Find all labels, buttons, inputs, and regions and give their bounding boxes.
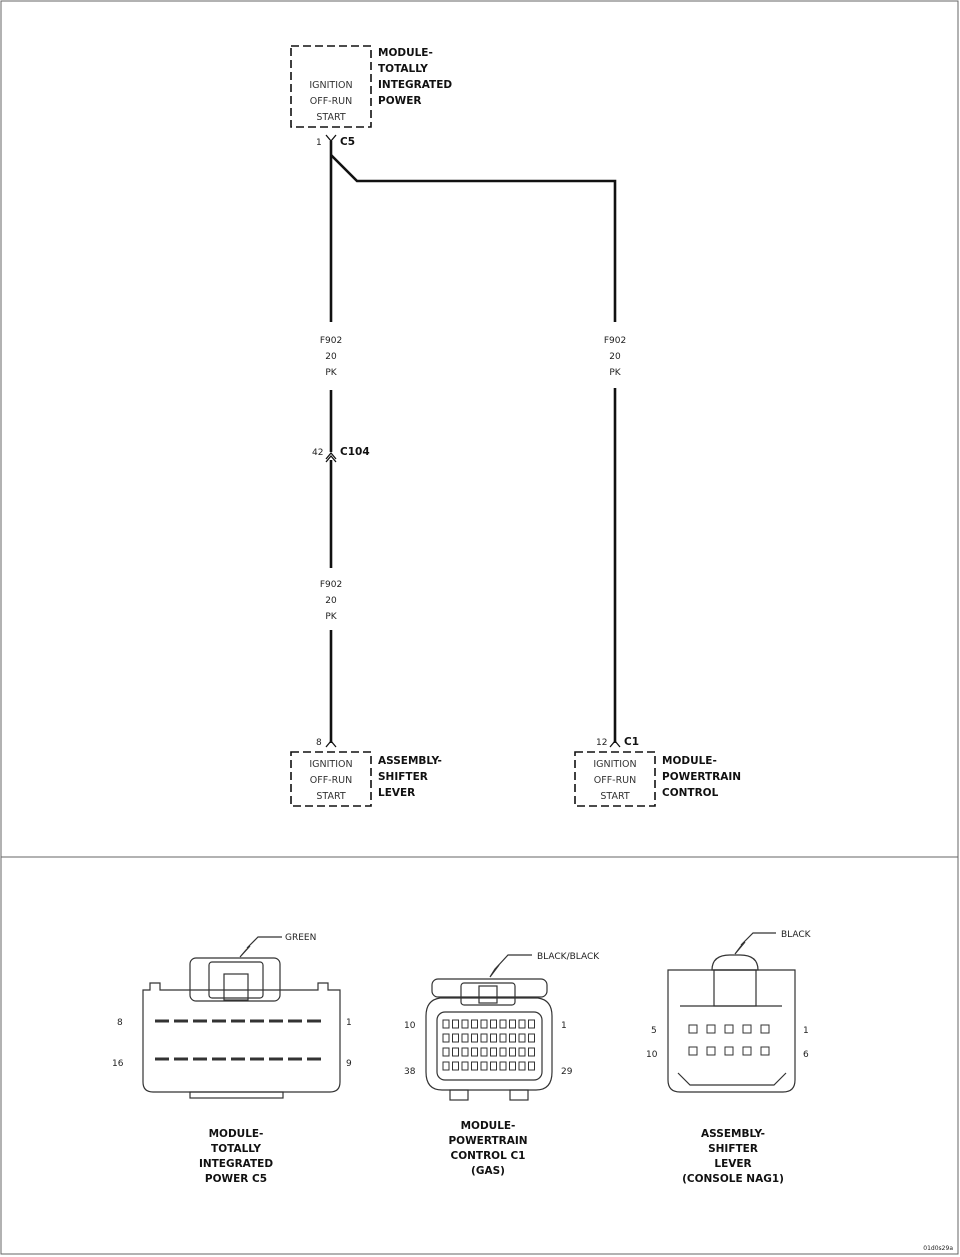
- shifter-cavity: [725, 1025, 733, 1033]
- pcm-c1-caption-3: CONTROL C1: [450, 1150, 526, 1162]
- pcm-c1-cavity: [472, 1062, 478, 1070]
- tip-c5-pin-bottom-right: 9: [346, 1059, 352, 1069]
- shifter-connector-latch: [712, 955, 758, 970]
- pcm-c1-caption-1: MODULE-: [460, 1120, 516, 1132]
- wire-right-branch: [331, 155, 615, 322]
- shifter-connector-bottom-frame: [678, 1073, 786, 1085]
- figure-id: 01d0s29a: [923, 1245, 953, 1252]
- pcm-c1-cavity: [529, 1020, 535, 1028]
- tip-title-line-4: POWER: [378, 95, 422, 107]
- pcm-c1-cavity: [529, 1062, 535, 1070]
- shifter-cavities: [689, 1025, 769, 1055]
- shifter-connector-body: [668, 970, 795, 1092]
- pcm-c1-cavity: [510, 1020, 516, 1028]
- pcm-c1-cavity: [443, 1062, 449, 1070]
- pcm-c1-cavity: [491, 1034, 497, 1042]
- pcm-pin-chevron: [610, 741, 620, 747]
- pcm-c1-cavity: [519, 1062, 525, 1070]
- tip-c5-latch-inner: [209, 962, 263, 998]
- shifter-pin-bottom-right: 6: [803, 1050, 809, 1060]
- shifter-connector-lock: [714, 970, 756, 1006]
- pcm-c1-cavity: [453, 1020, 459, 1028]
- tip-box-line-2: OFF-RUN: [309, 96, 353, 107]
- wire-right-color: PK: [609, 368, 621, 378]
- shifter-connector-color: BLACK: [781, 930, 811, 940]
- pcm-title-line-2: POWERTRAIN: [662, 771, 742, 783]
- tip-pin-number: 1: [316, 138, 322, 148]
- wire-left-lower-gauge: 20: [325, 596, 337, 606]
- pcm-c1-caption-4: (GAS): [471, 1165, 505, 1177]
- pcm-c1-cavity: [500, 1048, 506, 1056]
- shifter-box-line-2: OFF-RUN: [309, 775, 353, 786]
- tip-connector-name: C5: [340, 136, 356, 148]
- pcm-c1-cavity: [491, 1062, 497, 1070]
- pcm-c1-cavity: [481, 1020, 487, 1028]
- pcm-c1-arrow: [490, 965, 499, 977]
- tip-c5-pin-top-right: 1: [346, 1018, 352, 1028]
- pcm-c1-cavity: [443, 1020, 449, 1028]
- shifter-caption-1: ASSEMBLY-: [701, 1128, 765, 1140]
- tip-c5-pin-top-left: 8: [117, 1018, 123, 1028]
- shifter-cavity: [689, 1047, 697, 1055]
- shifter-box-line-1: IGNITION: [309, 759, 353, 770]
- shifter-box-line-3: START: [316, 791, 346, 802]
- pcm-c1-leader: [496, 955, 532, 968]
- pcm-c1-caption-2: POWERTRAIN: [448, 1135, 528, 1147]
- pcm-c1-foot-right: [510, 1090, 528, 1100]
- shifter-connector-arrow: [735, 942, 745, 954]
- pcm-c1-cavity: [462, 1048, 468, 1056]
- shifter-title-line-2: SHIFTER: [378, 771, 428, 783]
- pcm-c1-pin-bottom-left: 38: [404, 1067, 416, 1077]
- wire-right-gauge: 20: [609, 352, 621, 362]
- wire-left-lower-color: PK: [325, 612, 337, 622]
- tip-c5-connector-view: [143, 937, 340, 1098]
- tip-box-line-1: IGNITION: [309, 80, 353, 91]
- pcm-module: [575, 736, 741, 806]
- pcm-c1-cavity: [510, 1062, 516, 1070]
- shifter-cavity: [725, 1047, 733, 1055]
- inline-connector-c104: [312, 446, 370, 462]
- tip-title-line-3: INTEGRATED: [378, 79, 453, 91]
- tip-title-line-2: TOTALLY: [378, 63, 428, 75]
- pcm-c1-cavity: [529, 1048, 535, 1056]
- shifter-cavity: [707, 1025, 715, 1033]
- tip-c5-arrow: [240, 946, 250, 957]
- c104-name: C104: [340, 446, 370, 458]
- shifter-pin-bottom-left: 10: [646, 1050, 658, 1060]
- tip-title-line-1: MODULE-: [378, 47, 433, 59]
- pcm-c1-cavity: [462, 1034, 468, 1042]
- pcm-c1-cavity: [500, 1034, 506, 1042]
- shifter-connector-leader: [741, 933, 776, 945]
- pcm-c1-pin-top-left: 10: [404, 1021, 416, 1031]
- shifter-module: [291, 738, 442, 806]
- pcm-c1-foot-left: [450, 1090, 468, 1100]
- tip-c5-pin-bottom-left: 16: [112, 1059, 124, 1069]
- pcm-title-line-3: CONTROL: [662, 787, 719, 799]
- pcm-c1-cavity: [443, 1034, 449, 1042]
- pcm-c1-cavity: [453, 1062, 459, 1070]
- pcm-c1-cavity: [500, 1062, 506, 1070]
- tip-c5-latch-tab: [224, 974, 248, 1000]
- pcm-c1-cavity: [510, 1048, 516, 1056]
- pcm-c1-cavity: [462, 1062, 468, 1070]
- pcm-title-line-1: MODULE-: [662, 755, 717, 767]
- shifter-title-line-3: LEVER: [378, 787, 416, 799]
- pcm-c1-cavity: [491, 1048, 497, 1056]
- shifter-caption-4: (CONSOLE NAG1): [682, 1173, 784, 1185]
- tip-box-line-3: START: [316, 112, 346, 123]
- pcm-c1-cavity: [481, 1062, 487, 1070]
- wire-left-lower-circuit: F902: [319, 580, 343, 590]
- c104-pin-number: 42: [312, 448, 324, 458]
- tip-c5-caption-3: INTEGRATED: [198, 1158, 274, 1170]
- pcm-c1-cavity: [443, 1048, 449, 1056]
- shifter-cavity: [743, 1047, 751, 1055]
- pcm-c1-cavity: [500, 1020, 506, 1028]
- tip-pin-chevron: [326, 135, 336, 141]
- wire-left-upper-circuit: F902: [319, 336, 343, 346]
- pcm-c1-cavity: [481, 1034, 487, 1042]
- wire-left-upper-color: PK: [325, 368, 337, 378]
- tip-c5-color: GREEN: [285, 933, 317, 943]
- wire-left-upper-gauge: 20: [325, 352, 337, 362]
- tip-c5-caption-1: MODULE-: [208, 1128, 264, 1140]
- pcm-pin-number: 12: [596, 738, 608, 748]
- tip-c5-leader: [247, 937, 282, 948]
- shifter-pin-number: 8: [316, 738, 322, 748]
- shifter-pin-top-left: 5: [651, 1026, 657, 1036]
- pcm-box-line-1: IGNITION: [593, 759, 637, 770]
- shifter-caption-2: SHIFTER: [708, 1143, 758, 1155]
- pcm-c1-cavity: [481, 1048, 487, 1056]
- pcm-c1-cavity: [462, 1020, 468, 1028]
- diagram-border: [1, 1, 958, 1254]
- pcm-c1-cavity: [519, 1048, 525, 1056]
- shifter-cavity: [761, 1047, 769, 1055]
- shifter-caption-3: LEVER: [714, 1158, 752, 1170]
- tip-c5-bottom-tab: [190, 1092, 283, 1098]
- pcm-connector-name: C1: [624, 736, 640, 748]
- shifter-cavity: [761, 1025, 769, 1033]
- shifter-cavity: [689, 1025, 697, 1033]
- pcm-c1-pin-bottom-right: 29: [561, 1067, 573, 1077]
- pcm-c1-color: BLACK/BLACK: [537, 952, 600, 962]
- pcm-c1-latch-tab: [479, 986, 497, 1003]
- pcm-c1-cavities: [443, 1020, 535, 1070]
- shifter-connector-view: [668, 933, 795, 1092]
- pcm-c1-cavity: [519, 1020, 525, 1028]
- tip-module: [291, 46, 452, 148]
- pcm-c1-cavity: [453, 1034, 459, 1042]
- shifter-pin-top-right: 1: [803, 1026, 809, 1036]
- pcm-c1-cavity: [453, 1048, 459, 1056]
- tip-c5-body: [143, 983, 340, 1092]
- shifter-cavity: [707, 1047, 715, 1055]
- pcm-box-line-3: START: [600, 791, 630, 802]
- pcm-c1-top-bar: [432, 979, 547, 997]
- pcm-c1-pin-top-right: 1: [561, 1021, 567, 1031]
- tip-c5-latch-outer: [190, 958, 280, 1001]
- wires: [331, 141, 615, 743]
- pcm-c1-cavity: [472, 1048, 478, 1056]
- pcm-c1-cavity: [519, 1034, 525, 1042]
- shifter-title-line-1: ASSEMBLY-: [378, 755, 442, 767]
- shifter-pin-chevron: [326, 741, 336, 747]
- tip-c5-caption-4: POWER C5: [204, 1173, 268, 1185]
- shifter-cavity: [743, 1025, 751, 1033]
- pcm-box-line-2: OFF-RUN: [593, 775, 637, 786]
- pcm-c1-cavity: [491, 1020, 497, 1028]
- tip-c5-caption-2: TOTALLY: [211, 1143, 261, 1155]
- pcm-c1-cavity: [529, 1034, 535, 1042]
- pcm-c1-cavity: [472, 1034, 478, 1042]
- pcm-c1-cavity: [510, 1034, 516, 1042]
- pcm-c1-cavity: [472, 1020, 478, 1028]
- wire-right-circuit: F902: [603, 336, 627, 346]
